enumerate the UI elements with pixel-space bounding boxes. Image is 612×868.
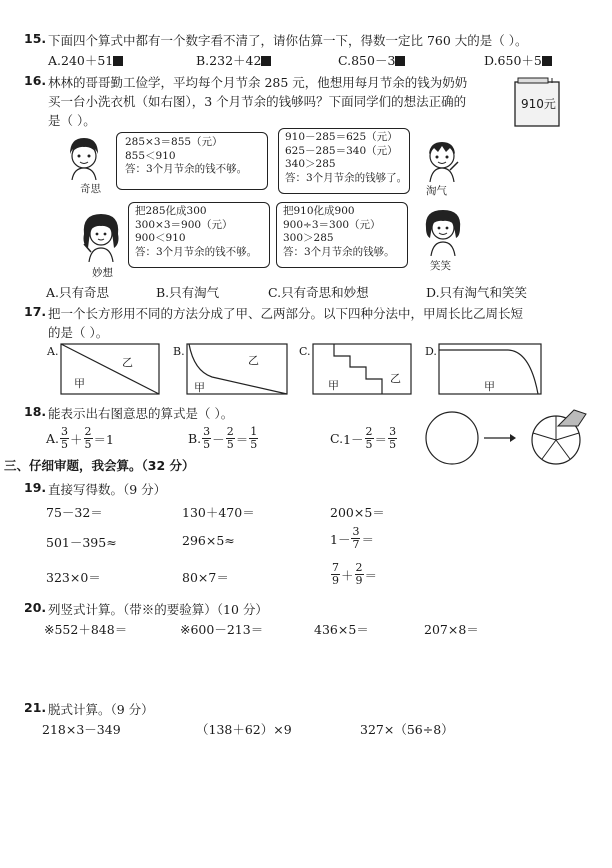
fraction [84,426,93,451]
taoqi-line: 910－285＝625（元） [285,131,398,143]
q19-fraction-item-1 [330,526,374,551]
q19-item: 296×5≈ [182,533,235,548]
q21-item: 218×3－349 [42,722,121,737]
q17-number: 17. [24,304,47,319]
prefix: 1－ [330,531,351,547]
q19-item: 501－395≈ [46,535,117,550]
fraction [331,562,340,587]
operator: － [212,431,225,447]
numerator: 2 [84,425,92,438]
equals: ＝ [235,431,249,447]
numerator: 3 [389,425,397,438]
q15-number: 15. [24,31,47,46]
numerator: 2 [226,425,234,438]
numerator: 3 [203,425,211,438]
q16-line1: 林林的哥哥勤工俭学，平均每个月节余 285 元，他想用每月节余的钱为奶奶 [48,75,468,90]
q17-label-c[interactable]: C. [299,345,311,358]
q17-line2: 的是（ ）。 [48,325,109,340]
xiaoxiao-line: 把910化成900 [283,205,355,217]
kid-miaoxiang-name: 妙想 [92,267,113,279]
hand-icon [558,410,586,426]
q15-text: 下面四个算式中都有一个数字看不清了，请你估算一下，得数一定比 760 大的是（ ）。 [48,33,528,48]
option-letter: C. [330,431,344,446]
kid-taoqi-icon [418,134,466,182]
miaoxiang-line: 300×3＝900（元） [135,218,233,231]
numerator: 7 [332,561,339,574]
denominator: 5 [365,438,373,451]
q18-text: 能表示出右图意思的算式是（ ）。 [48,406,234,421]
q18-circle-figure [418,404,598,466]
washing-machine-picture [512,76,564,128]
fraction [249,426,258,451]
option-letter: B. [188,431,202,446]
q19-item: 75－32＝ [46,505,103,520]
fraction [351,526,360,551]
q17-label-a[interactable]: A. [47,345,59,358]
q16-option-d[interactable]: D.只有淘气和笑笑 [426,285,528,300]
numerator: 1 [250,425,258,438]
q17-line1: 把一个长方形用不同的方法分成了甲、乙两部分。以下四种分法中，甲周长比乙周长短 [48,306,524,321]
kid-xiaoxiao-name: 笑笑 [430,260,451,272]
figure-c-jia: 甲 [328,379,339,392]
option-letter: A. [46,431,60,446]
q20-item: 436×5＝ [314,622,369,637]
q16-option-c[interactable]: C.只有奇思和妙想 [268,285,369,300]
q15-option-c[interactable]: C.850－3 [338,51,405,69]
q19-item: 200×5＝ [330,505,385,520]
q15-option-a[interactable]: A.240＋51 [48,51,123,69]
denominator: 5 [203,438,211,451]
xiaoxiao-line: 900÷3＝300（元） [283,218,381,231]
equals: ＝ [361,531,374,547]
fraction [60,426,69,451]
fraction [226,426,235,451]
q19-item: 80×7＝ [182,570,229,585]
numerator: 3 [352,525,360,538]
equals: ＝ [364,567,378,583]
operator: ＋ [70,431,83,447]
fraction [388,426,397,451]
fraction [365,426,374,451]
fraction [202,426,211,451]
q15-option-d[interactable]: D.650＋5 [484,51,552,69]
speech-bubble-xiaoxiao [276,202,408,268]
kid-xiaoxiao-icon [418,204,468,256]
q19-title: 直接写得数。（9 分） [48,482,167,497]
q17-label-d[interactable]: D. [425,345,437,358]
numerator: 3 [61,425,69,438]
qisi-line: 答：3个月节余的钱不够。 [125,163,248,175]
result: ＝1 [93,431,114,447]
q18-number: 18. [24,404,47,419]
operator: ＋ [341,567,354,583]
fraction [355,562,364,587]
washing-machine-price: 910元 [521,97,556,111]
q18-option-c[interactable] [330,426,398,451]
speech-bubble-taoqi [278,128,410,194]
xiaoxiao-line: 答：3个月节余的钱够。 [283,245,395,258]
qisi-line: 285×3＝855（元） [125,136,223,148]
q16-line3: 是（ ）。 [48,113,96,128]
q16-line2: 买一台小洗衣机（如右图），3 个月节余的钱够吗？下面同学们的想法正确的 [48,94,467,109]
miaoxiang-line: 把285化成300 [135,205,207,217]
taoqi-line: 625－285＝340（元） [285,144,398,157]
arrow-head-icon [510,434,516,442]
denominator: 7 [352,538,360,551]
denominator: 9 [355,574,363,587]
prefix: 1－ [343,431,364,447]
kid-miaoxiang-icon [76,208,126,262]
q21-title: 脱式计算。（9 分） [48,702,154,717]
q19-item: 323×0＝ [46,570,101,585]
taoqi-line: 340＞285 [285,158,336,170]
q16-option-b[interactable]: B.只有淘气 [156,285,220,300]
numerator: 2 [365,425,373,438]
numerator: 2 [355,561,363,574]
q16-number: 16. [24,73,47,88]
q21-item: 327×（56÷8） [360,722,454,737]
kid-qisi-name: 奇思 [80,183,101,195]
miaoxiang-line: 答：3个月节余的钱不够。 [135,245,258,258]
q21-number: 21. [24,700,47,715]
xiaoxiao-line: 300＞285 [283,232,334,244]
q20-item: ※552＋848＝ [44,622,128,637]
q20-number: 20. [24,600,47,615]
figure-c-rectangle [312,343,412,395]
kid-taoqi-name: 淘气 [426,185,447,197]
denominator: 5 [389,438,397,451]
miaoxiang-line: 900＜910 [135,232,186,244]
q20-title: 列竖式计算。（带※的要验算）（10 分） [48,602,268,617]
taoqi-line: 答：3个月节余的钱够了。 [285,171,408,184]
q21-item: （138＋62）×9 [196,722,292,737]
denominator: 5 [61,438,69,451]
speech-bubble-qisi [116,132,268,190]
q18-option-b[interactable] [188,426,259,451]
denominator: 5 [226,438,234,451]
speech-bubble-miaoxiang [128,202,270,268]
figure-d-jia: 甲 [484,380,495,393]
denominator: 5 [250,438,258,451]
q16-option-a[interactable]: A.只有奇思 [46,285,110,300]
figure-b-yi: 乙 [248,354,259,367]
figure-b-jia: 甲 [194,381,205,394]
q19-number: 19. [24,480,47,495]
kid-qisi-icon [60,132,108,180]
q19-fraction-item-2 [330,562,377,587]
q20-item: ※600－213＝ [180,622,264,637]
q18-option-a[interactable] [46,426,114,451]
q15-option-b[interactable]: B.232＋42 [196,51,271,69]
denominator: 9 [332,574,339,587]
figure-a-yi: 乙 [122,356,133,369]
q20-item: 207×8＝ [424,622,479,637]
qisi-line: 855＜910 [125,149,176,162]
divided-circle [532,410,586,464]
section-3-heading: 三、仔细审题，我会算。（32 分） [4,458,195,473]
denominator: 5 [84,438,92,451]
whole-circle [426,412,478,464]
figure-a-jia: 甲 [74,377,85,390]
q17-label-b[interactable]: B. [173,345,185,358]
figure-c-yi: 乙 [390,372,401,385]
equals: ＝ [374,431,388,447]
q19-item: 130＋470＝ [182,505,255,520]
